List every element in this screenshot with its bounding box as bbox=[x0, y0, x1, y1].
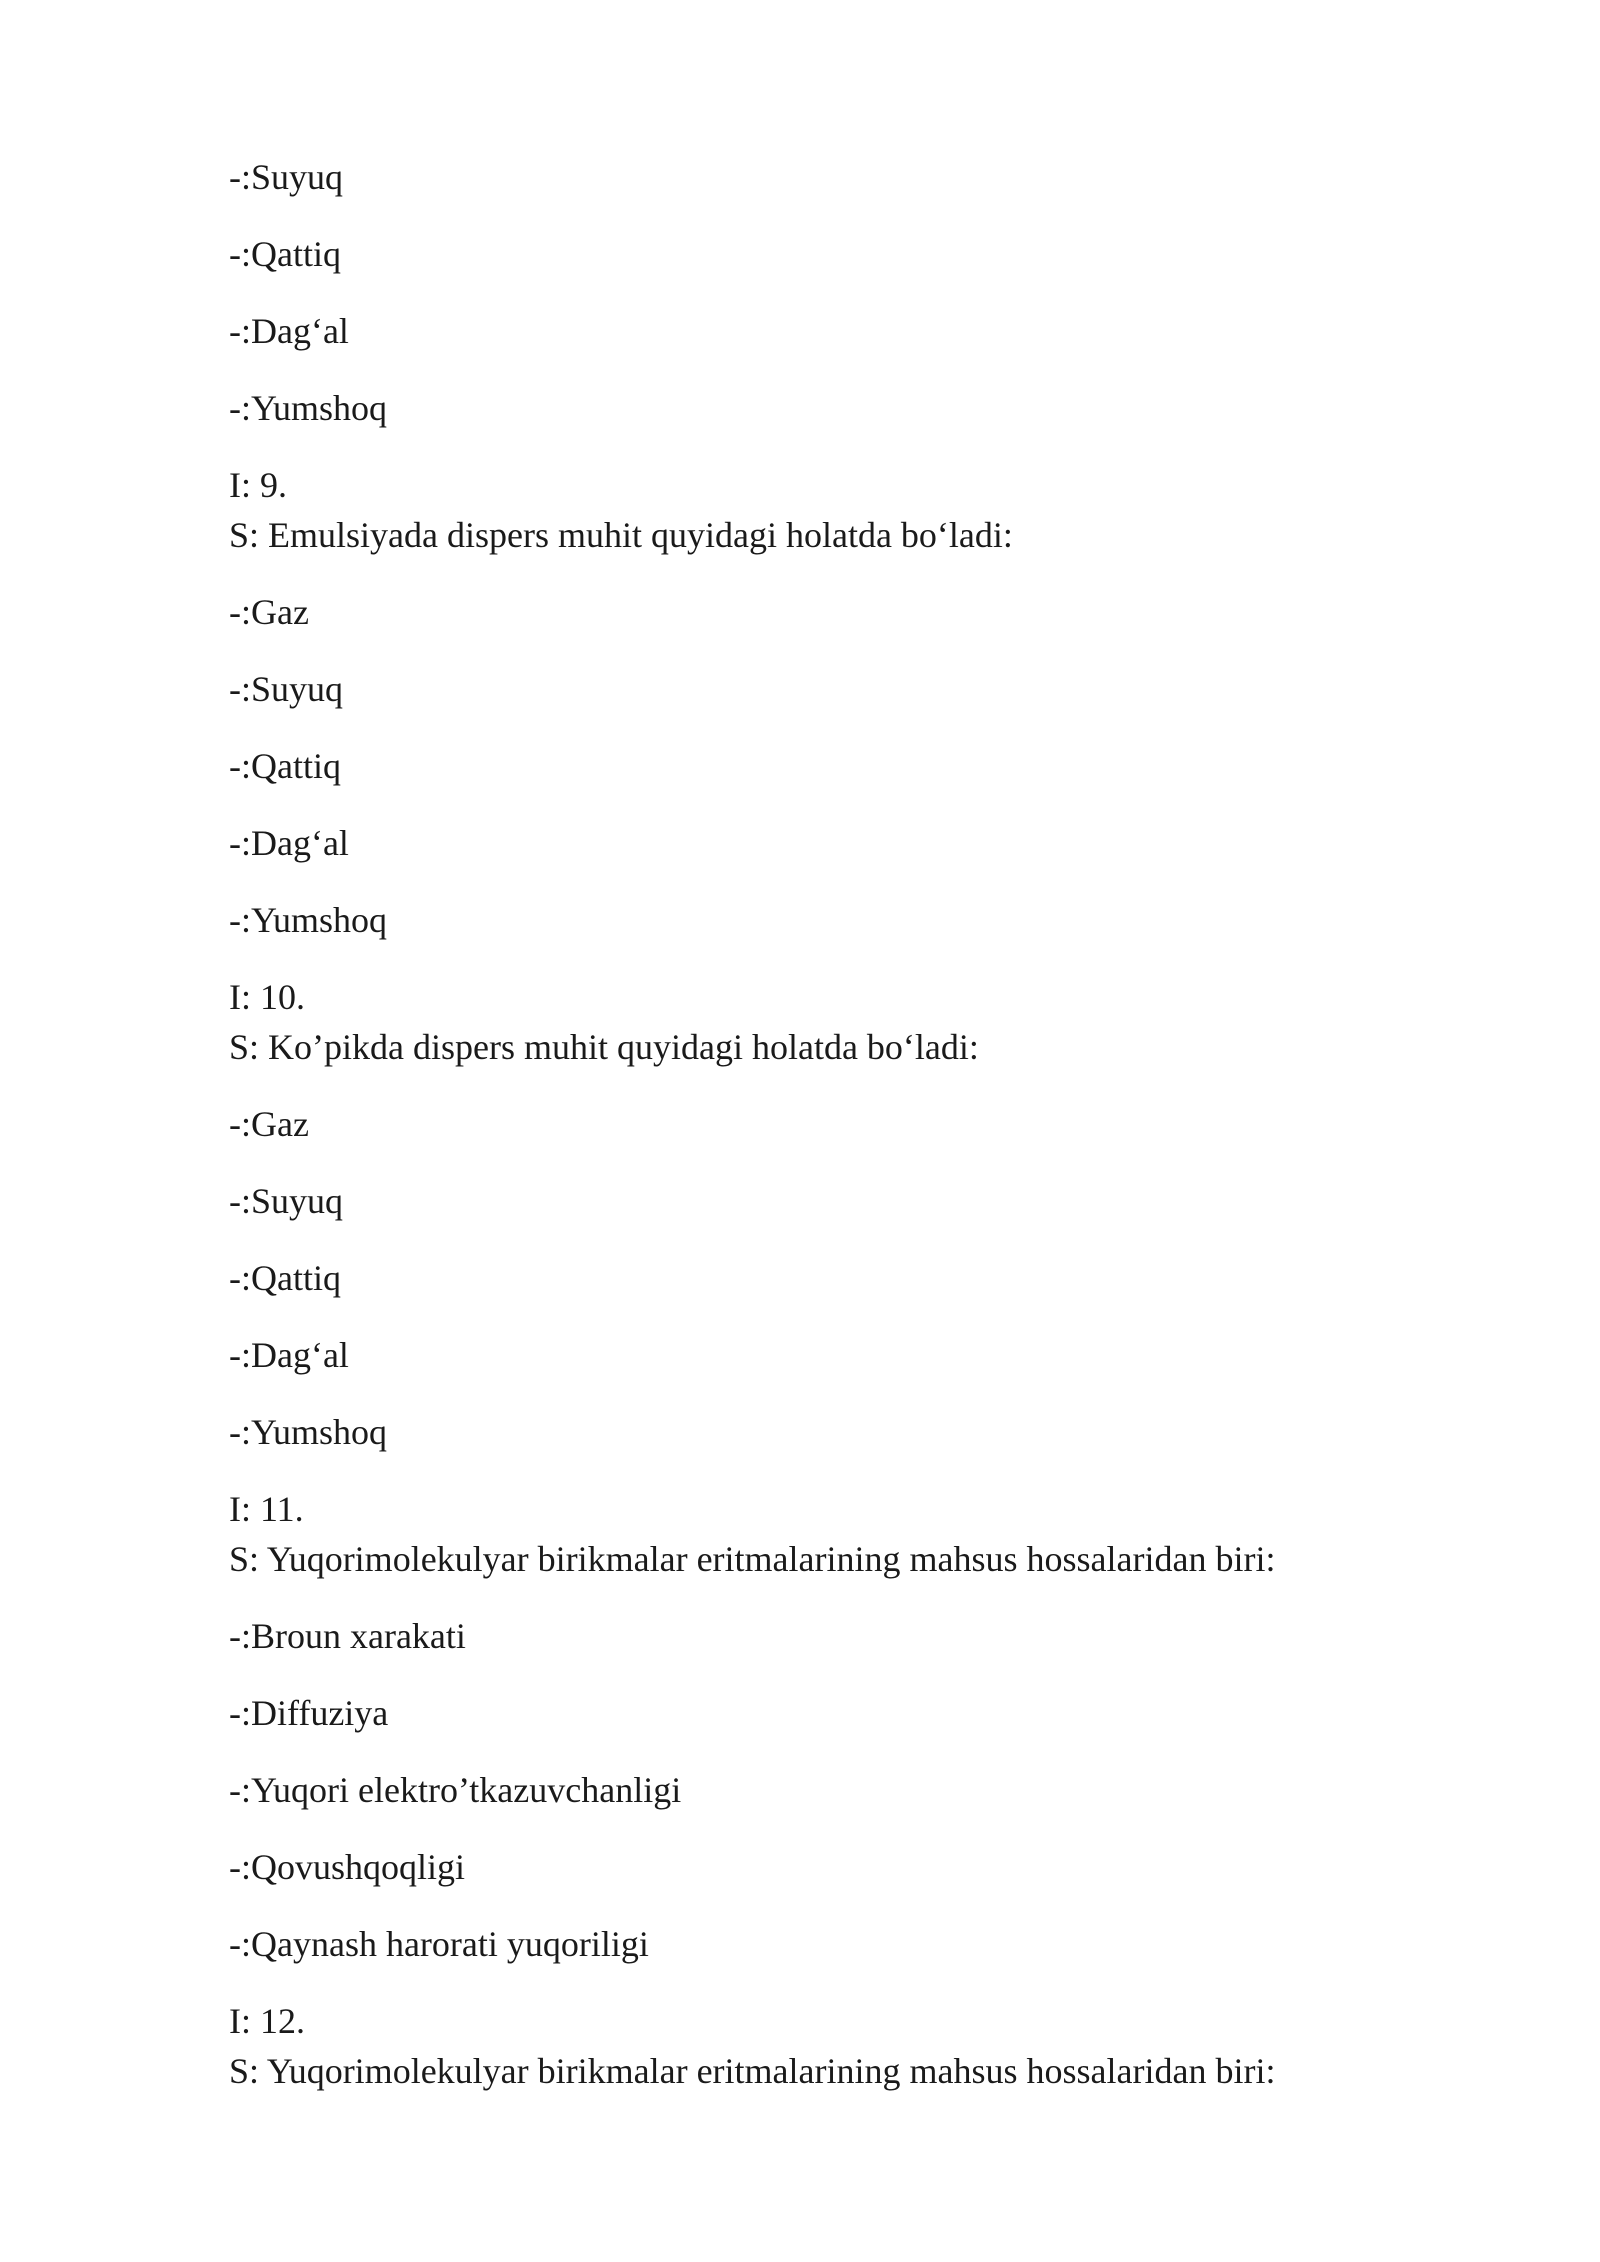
answer-option: -:Yumshoq bbox=[229, 388, 388, 428]
answer-option: -:Broun xarakati bbox=[229, 1616, 466, 1656]
answer-option: -:Dag‘al bbox=[229, 311, 349, 351]
answer-option: -:Yumshoq bbox=[229, 900, 388, 940]
answer-option: -:Qattiq bbox=[229, 1258, 341, 1298]
answer-option: -:Yumshoq bbox=[229, 1412, 388, 1452]
answer-option: -:Dag‘al bbox=[229, 1335, 349, 1375]
answer-option: -:Diffuziya bbox=[229, 1693, 389, 1733]
question-statement: S: Ko’pikda dispers muhit quyidagi holatda bo‘ladi: bbox=[229, 1027, 979, 1067]
question-index: I: 10. bbox=[229, 977, 305, 1017]
answer-option: -:Qattiq bbox=[229, 234, 341, 274]
answer-option: -:Qovushqoqligi bbox=[229, 1847, 466, 1887]
answer-option: -:Gaz bbox=[229, 592, 309, 632]
answer-option: -:Suyuq bbox=[229, 669, 344, 709]
answer-option: -:Qattiq bbox=[229, 746, 341, 786]
answer-option: -:Suyuq bbox=[229, 157, 344, 197]
answer-option: -:Gaz bbox=[229, 1104, 309, 1144]
question-index: I: 11. bbox=[229, 1489, 304, 1529]
question-statement: S: Yuqorimolekulyar birikmalar eritmalarining mahsus hossalaridan biri: bbox=[229, 2051, 1276, 2091]
answer-option: -:Yuqori elektro’tkazuvchanligi bbox=[229, 1770, 682, 1810]
question-index: I: 12. bbox=[229, 2001, 305, 2041]
answer-option: -:Suyuq bbox=[229, 1181, 344, 1221]
question-statement: S: Yuqorimolekulyar birikmalar eritmalarining mahsus hossalaridan biri: bbox=[229, 1539, 1276, 1579]
question-index: I: 9. bbox=[229, 465, 287, 505]
answer-option: -:Dag‘al bbox=[229, 823, 349, 863]
question-statement: S: Emulsiyada dispers muhit quyidagi holatda bo‘ladi: bbox=[229, 515, 1013, 555]
answer-option: -:Qaynash harorati yuqoriligi bbox=[229, 1924, 649, 1964]
